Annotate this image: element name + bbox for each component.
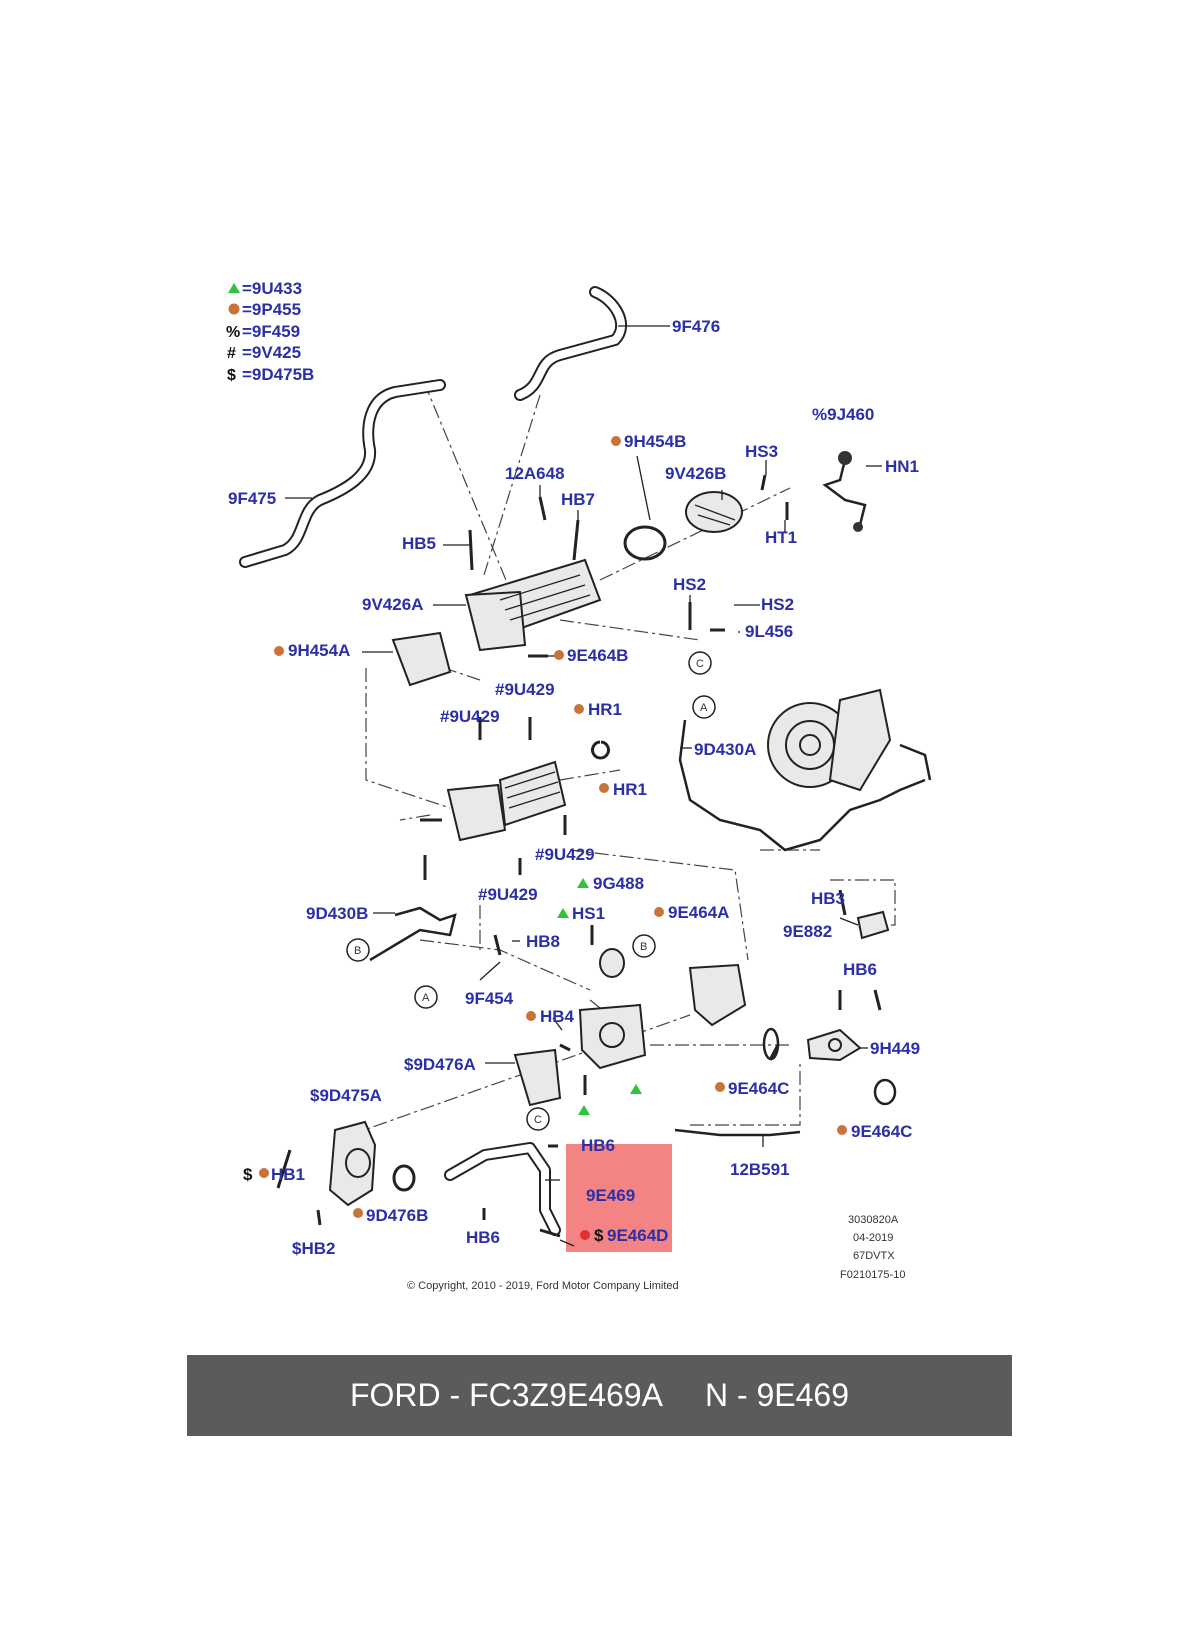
legend [226,279,314,384]
label-hs3: HS3 [745,442,779,461]
valve-9f454 [580,1005,645,1068]
dot-icon [526,1011,536,1021]
svg-text:C: C [696,658,704,670]
valve-9v426b [686,492,742,532]
egr-valve-9g488 [600,949,624,977]
harness-9d430b [370,908,455,960]
triangle-icon [228,283,240,293]
egr-valve-9d475a [330,1122,375,1205]
label-9d476a: $9D476A [404,1055,476,1074]
dot-icon [554,650,564,660]
svg-text:3030820A: 3030820A [848,1214,899,1226]
part-9h449 [808,1030,860,1060]
egr-cooler-upper [466,560,600,650]
document-info [840,1214,905,1281]
label-9u429-c: #9U429 [535,845,595,864]
legend-symbol: % [226,324,241,341]
callout-a-left [415,986,437,1008]
label-9u429-d: #9U429 [478,885,538,904]
legend-entry: =9V425 [242,343,302,362]
label-9f475: 9F475 [228,489,277,508]
triangle-icon [630,1084,642,1094]
dot-icon [259,1168,269,1178]
label-9h449: 9H449 [870,1039,921,1058]
svg-text:B: B [354,945,362,957]
gasket-9e464c-a [764,1029,778,1059]
legend-entry: =9D475B [242,365,315,384]
label-hb6-a: HB6 [843,960,878,979]
wire-12b591 [675,1130,800,1135]
svg-text:67DVTX: 67DVTX [853,1250,895,1262]
marker-dots [259,436,847,1240]
label-9e464c-b: 9E464C [851,1122,913,1141]
label-dollar-hb1: $ [243,1165,253,1184]
label-9e469: 9E469 [586,1186,636,1205]
triangle-icon [557,908,569,918]
label-9u429-b: #9U429 [440,707,500,726]
label-9d430b: 9D430B [306,904,369,923]
label-hb3: HB3 [811,889,846,908]
label-hs1: HS1 [572,904,606,923]
gasket-9e464c-b [875,1080,895,1104]
dot-icon [611,436,621,446]
gasket-9d476a [515,1050,560,1105]
label-9v426a: 9V426A [362,595,424,614]
dot-icon [837,1125,847,1135]
callout-c-bottom [527,1108,549,1130]
label-9e464b: 9E464B [567,646,629,665]
gasket-9h454b [625,527,665,559]
dot-icon [274,646,284,656]
svg-text:B: B [640,941,648,953]
label-hb4: HB4 [540,1007,575,1026]
label-9j460: %9J460 [812,405,875,424]
label-hr1-b: HR1 [613,780,648,799]
sensor-9j460 [825,451,865,532]
label-hb6-c: HB6 [466,1228,501,1247]
footer-bar [187,1355,1012,1436]
heat-shield-9e464a [690,965,745,1025]
gasket-9h454a [393,633,450,685]
pipe-9e469 [450,1148,555,1230]
label-9e464d: 9E464D [607,1226,669,1245]
label-hb8: HB8 [526,932,561,951]
label-hb2: $HB2 [292,1239,336,1258]
label-hb5: HB5 [402,534,437,553]
label-9l456: 9L456 [745,622,794,641]
label-9f454: 9F454 [465,989,514,1008]
legend-entry: =9F459 [242,322,301,341]
label-9g488: 9G488 [593,874,645,893]
svg-text:A: A [422,992,430,1004]
label-9e464a: 9E464A [668,903,730,922]
label-ht1: HT1 [765,528,798,547]
label-9f476: 9F476 [672,317,721,336]
legend-entry: =9U433 [242,279,303,298]
triangle-icon [578,1105,590,1115]
svg-text:F0210175-10: F0210175-10 [840,1269,906,1281]
dot-icon [580,1230,590,1240]
label-hb1: HB1 [271,1165,306,1184]
sensor-9e882 [858,912,888,938]
label-9e464c-a: 9E464C [728,1079,790,1098]
label-hr1-a: HR1 [588,700,623,719]
triangle-icon [577,878,589,888]
svg-text:04-2019: 04-2019 [853,1232,894,1244]
label-9u429-a: #9U429 [495,680,555,699]
part-base: N - 9E469 [704,1377,850,1413]
dot-icon [654,907,664,917]
label-9d430a: 9D430A [694,740,757,759]
legend-symbol: # [227,345,236,362]
label-dollar-9e464d: $ [594,1226,604,1245]
svg-text:A: A [700,702,708,714]
callout-b-left [347,939,369,961]
dot-icon [715,1082,725,1092]
svg-text:C: C [534,1114,542,1126]
gasket-9d476b [394,1166,414,1190]
callout-c-top [689,652,711,674]
dot-icon [353,1208,363,1218]
label-9d475a: $9D475A [310,1086,382,1105]
label-9h454a: 9H454A [288,641,351,660]
part-number: FORD - FC3Z9E469A [349,1377,663,1413]
label-hb6-b: HB6 [581,1136,616,1155]
label-hb7: HB7 [561,490,596,509]
label-9v426b: 9V426B [665,464,727,483]
egr-cooler-lower [448,762,565,840]
label-9d476b: 9D476B [366,1206,429,1225]
dot-icon [574,704,584,714]
label-9h454b: 9H454B [624,432,687,451]
label-hn1: HN1 [885,457,920,476]
legend-entry: =9P455 [242,300,302,319]
callout-b-right [633,935,655,957]
copyright-text: © Copyright, 2010 - 2019, Ford Motor Company Limited [407,1280,679,1292]
dot-icon [599,783,609,793]
legend-symbol: $ [227,367,236,384]
label-12a648: 12A648 [505,464,565,483]
dot-icon [229,304,240,315]
callout-a-top [693,696,715,718]
label-12b591: 12B591 [730,1160,790,1179]
label-9e882: 9E882 [783,922,833,941]
label-hs2-b: HS2 [761,595,795,614]
turbocharger [768,690,930,790]
label-hs2-a: HS2 [673,575,707,594]
